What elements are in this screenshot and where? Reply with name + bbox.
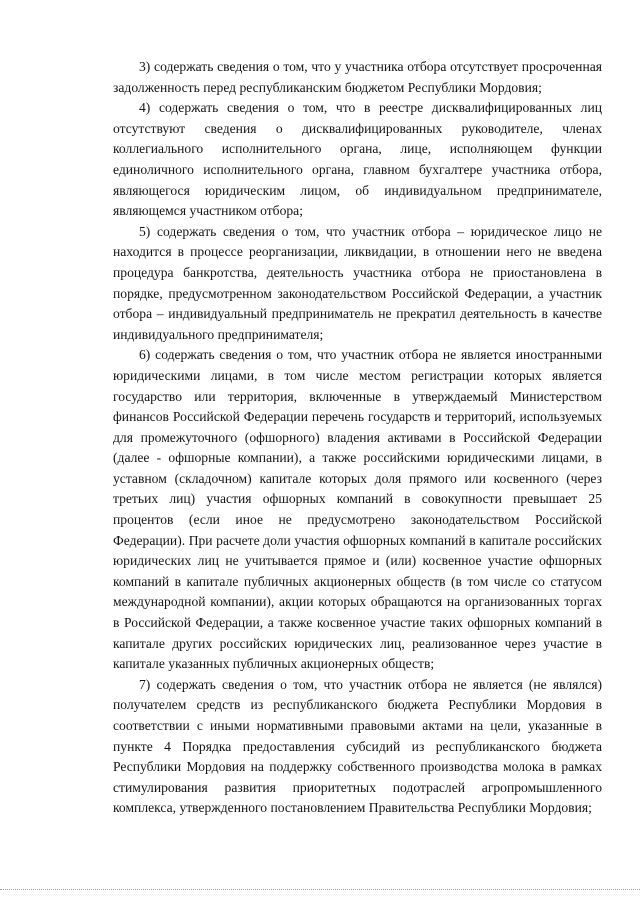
paragraph-item-6: 6) содержать сведения о том, что участник отбора не является иностранными юридическими лицами, в том числе местом регистрации которых является государство или территория, включенные в утверждаемый Министерством финансов Российской Федерации перечень государств и территорий, используемых для промежуточного (офшорного) владения активами в Российской Федерации (далее - офшорные компании), а также российскими юридическими лицами, в уставном (складочном) капитале которых доля прямого или косвенного (через третьих лиц) участия офшорных компаний в совокупности превышает 25 процентов (если иное не предусмотрено законодательством Российской Федерации). При расчете доли участия офшорных компаний в капитале российских юридических лиц не учитывается прямое и (или) косвенное участие офшорных компаний в капитале публичных акционерных обществ (в том числе со статусом международной компании), акции которых обращаются на организованных торгах в Российской Федерации, а также косвенное участие таких офшорных компаний в капитале других российских юридических лиц, реализованное через участие в капитале указанных публичных акционерных обществ; [113,347,602,672]
document-body [113,57,602,819]
page-bottom-divider [0,889,640,890]
paragraph-item-7: 7) содержать сведения о том, что участник отбора не является (не являлся) получателем средств из республиканского бюджета Республики Мордовия в соответствии с иными нормативными правовыми актами на цели, указанные в пункте 4 Порядка предоставления субсидий из республиканского бюджета Республики Мордовия на поддержку собственного производства молока в рамках стимулирования развития приоритетных подотраслей агропромышленного комплекса, утвержденного постановлением Правительства Республики Мордовия; [113,676,602,816]
paragraph-item-5: 5) содержать сведения о том, что участник отбора – юридическое лицо не находится в процессе реорганизации, ликвидации, в отношении него не введена процедура банкротства, деятельность участника отбора не приостановлена в порядке, предусмотренном законодательством Российской Федерации, а участник отбора – индивидуальный предприниматель не прекратил деятельность в качестве индивидуального предпринимателя; [113,223,602,342]
paragraph-item-3: 3) содержать сведения о том, что у участника отбора отсутствует просроченная задолженность перед республиканским бюджетом Республики Мордовия; [113,59,602,95]
paragraph-item-4: 4) содержать сведения о том, что в реестре дисквалифицированных лиц отсутствуют сведения о дисквалифицированных руководителе, членах коллегиального исполнительного органа, лице, исполняющем функции единоличного исполнительного органа, главном бухгалтере участника отбора, являющегося юридическим лицом, об индивидуальном предпринимателе, являющемся участником отбора; [113,100,602,219]
